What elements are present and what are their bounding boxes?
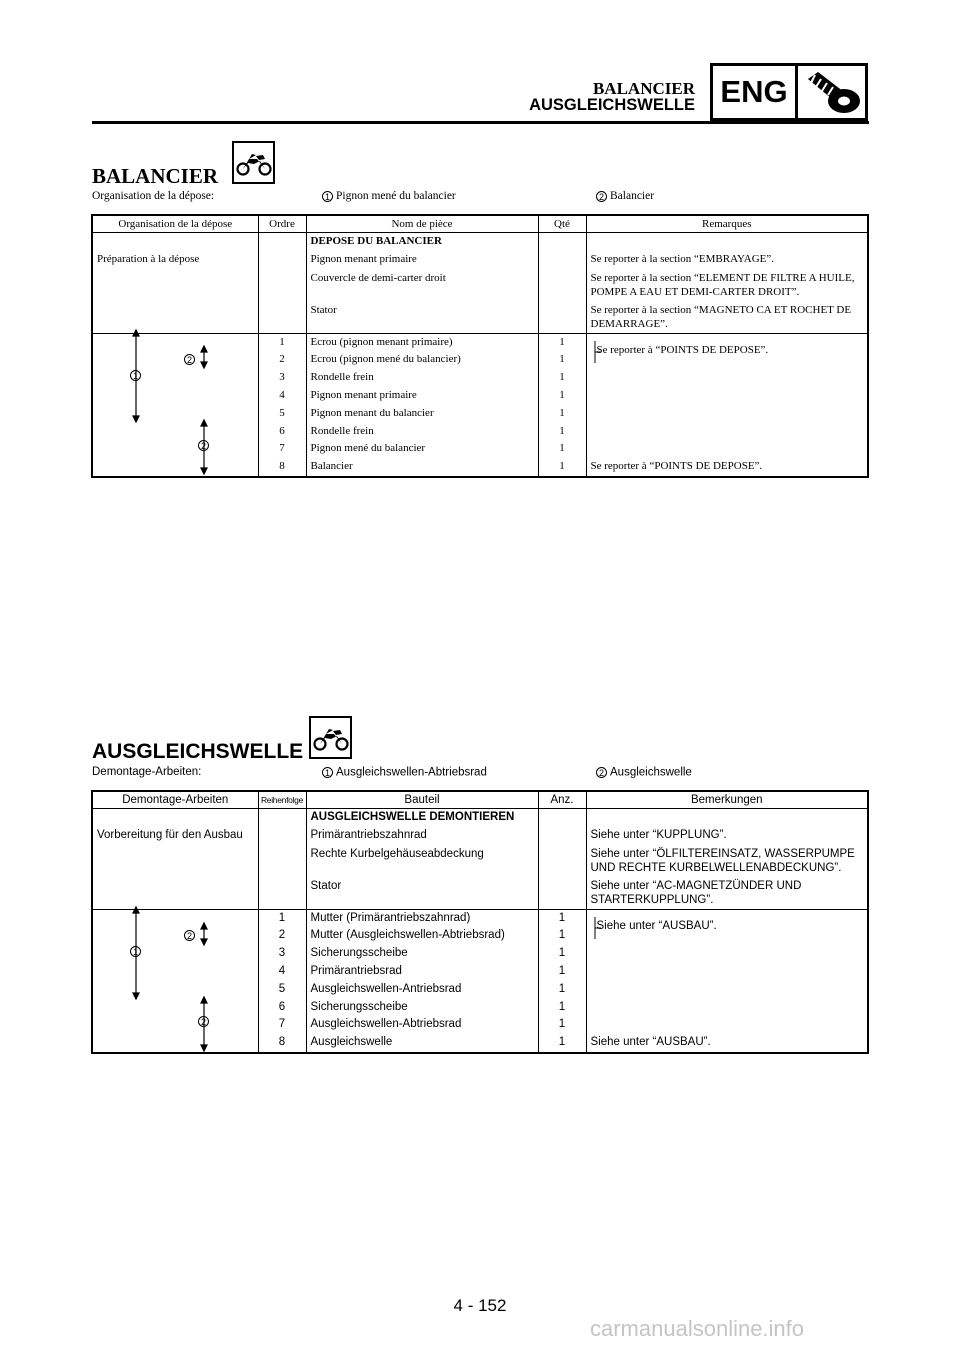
table-header-row	[92, 791, 868, 809]
eng-section-box	[710, 63, 868, 121]
bracket-note: Siehe unter “AUSBAU”.	[586, 909, 868, 945]
de-flow-arrows	[110, 903, 230, 1053]
table-row: 3 Sicherungsscheibe 1	[92, 945, 868, 963]
col-header: Ordre	[258, 215, 306, 233]
prep-label: Préparation à la dépose	[97, 252, 200, 265]
table-row: 4 Pignon menant primaire 1	[92, 387, 868, 405]
circled-number: 2	[596, 767, 607, 778]
de-meta-item-1: 1 Ausgleichswellen-Abtriebsrad	[322, 767, 487, 779]
table-row: 1 Mutter (Primärantriebszahnrad) 1 Siehe unter “AUSBAU”.	[92, 909, 868, 927]
col-header: Qté	[538, 215, 586, 233]
table-row: 7 Pignon mené du balancier 1	[92, 440, 868, 458]
flow-step-label: 2	[198, 440, 209, 451]
fr-section-title: BALANCIER	[92, 164, 219, 188]
fr-flow-arrows	[110, 326, 230, 476]
col-header: Bemerkungen	[586, 791, 868, 809]
table-row: 8 Ausgleichswelle 1 Siehe unter “AUSBAU”.	[92, 1034, 868, 1053]
table-row: Préparation à la dépose Pignon menant primaire Se reporter à la section “EMBRAYAGE”.	[92, 251, 868, 269]
table-row: 8 Balancier 1 Se reporter à “POINTS DE DEPOSE”.	[92, 458, 868, 477]
table-row: 7 Ausgleichswellen-Abtriebsrad 1	[92, 1016, 868, 1034]
prep-heading: AUSGLEICHSWELLE DEMONTIEREN	[306, 809, 538, 827]
de-note-bracket	[594, 916, 602, 940]
de-motorcycle-icon-box	[309, 716, 352, 759]
circled-number: 1	[322, 191, 333, 202]
header-title-line1: BALANCIER	[592, 79, 695, 98]
circled-number: 1	[322, 767, 333, 778]
table-row: 6 Rondelle frein 1	[92, 423, 868, 441]
col-header: Reihenfolge	[258, 791, 306, 809]
fr-meta-item-2: 2 Balancier	[596, 191, 654, 203]
bracket-note: Se reporter à “POINTS DE DEPOSE”.	[586, 333, 868, 369]
flow-step-label: 1	[130, 946, 141, 957]
prep-label: Vorbereitung für den Ausbau	[97, 828, 243, 841]
table-row: 2 Mutter (Ausgleichswellen-Abtriebsrad) 1	[92, 927, 868, 945]
table-header-row	[92, 215, 868, 233]
watermark: carmanualsonline.info	[590, 1316, 805, 1341]
prep-heading: DEPOSE DU BALANCIER	[306, 233, 538, 251]
fr-motorcycle-icon-box	[232, 141, 275, 184]
page-number: 4 - 152	[453, 1296, 507, 1315]
flow-step-label: 1	[130, 370, 141, 381]
table-row: Rechte Kurbelgehäuseabdeckung Siehe unter “ÖLFILTEREINSATZ, WASSERPUMPE UND RECHTE KURBELWELLENABDECKUNG”.	[92, 845, 868, 877]
table-row: Stator Se reporter à la section “MAGNETO CA ET ROCHET DE DEMARRAGE”.	[92, 301, 868, 334]
col-header: Remarques	[586, 215, 868, 233]
flow-step-label: 2	[198, 1016, 209, 1027]
de-meta-item-2: 2 Ausgleichswelle	[596, 767, 692, 779]
motorcycle-icon	[236, 149, 272, 177]
table-row: 6 Sicherungsscheibe 1	[92, 999, 868, 1017]
flow-step-label: 2	[184, 354, 195, 365]
engine-bolt-icon	[798, 66, 865, 118]
col-header: Nom de pièce	[306, 215, 538, 233]
header-title-line2: AUSGLEICHSWELLE	[529, 96, 695, 114]
col-header: Anz.	[538, 791, 586, 809]
table-row: 4 Primärantriebsrad 1	[92, 963, 868, 981]
table-row: 1 Ecrou (pignon menant primaire) 1 Se reporter à “POINTS DE DEPOSE”.	[92, 333, 868, 351]
table-row: Stator Siehe unter “AC-MAGNETZÜNDER UND STARTERKUPPLUNG”.	[92, 877, 868, 910]
table-row: 5 Ausgleichswellen-Antriebsrad 1	[92, 981, 868, 999]
de-section-title: AUSGLEICHSWELLE	[92, 740, 304, 763]
table-row: Vorbereitung für den Ausbau Primärantriebszahnrad Siehe unter “KUPPLUNG”.	[92, 827, 868, 845]
header-rule	[92, 121, 869, 124]
table-row	[92, 233, 868, 251]
fr-meta-item-1: 1 Pignon mené du balancier	[322, 191, 456, 203]
table-row	[92, 809, 868, 827]
table-row: Couvercle de demi-carter droit Se reporter à la section “ELEMENT DE FILTRE A HUILE, POMPE A EAU ET DEMI-CARTER DROIT”.	[92, 269, 868, 301]
col-header: Demontage-Arbeiten	[92, 791, 258, 809]
eng-label: ENG	[713, 66, 798, 118]
table-row: 3 Rondelle frein 1	[92, 369, 868, 387]
fr-meta-label: Organisation de la dépose:	[92, 190, 215, 202]
col-header: Bauteil	[306, 791, 538, 809]
col-header: Organisation de la dépose	[92, 215, 258, 233]
motorcycle-icon	[313, 724, 349, 752]
table-row: 2 Ecrou (pignon mené du balancier) 1	[92, 351, 868, 369]
circled-number: 2	[596, 191, 607, 202]
flow-step-label: 2	[184, 930, 195, 941]
table-row: 5 Pignon menant du balancier 1	[92, 405, 868, 423]
fr-note-bracket	[594, 340, 602, 364]
de-meta-label: Demontage-Arbeiten:	[92, 766, 202, 778]
